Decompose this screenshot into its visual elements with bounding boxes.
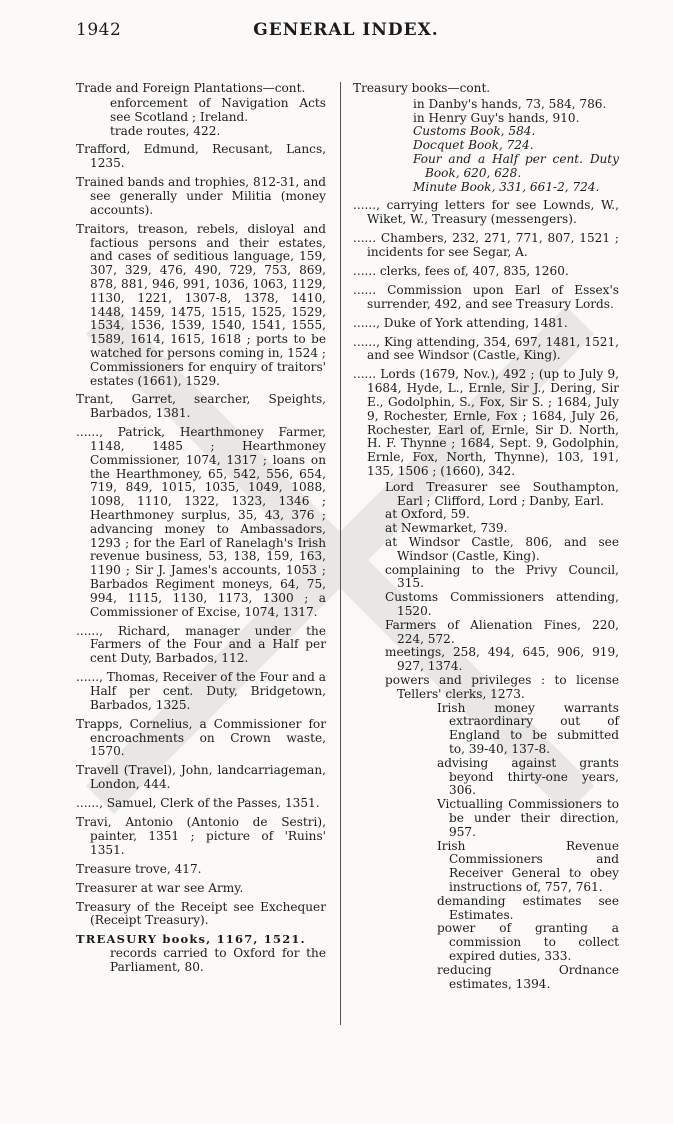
index-entry: ......, carrying letters for see Lownds, W., Wiket, W., Treasury (messengers). (353, 198, 619, 227)
index-subentry: Customs Book, 584. (413, 124, 536, 139)
index-subentry: powers and privileges : to license Tellers' clerks, 1273. (385, 673, 619, 701)
index-entry: Treasurer at war see Army. (76, 880, 244, 895)
page-title: GENERAL INDEX. (253, 20, 439, 40)
index-entry: ......, King attending, 354, 697, 1481, 1521, and see Windsor (Castle, King). (353, 334, 619, 363)
index-subentry: demanding estimates see Estimates. (437, 893, 619, 922)
index-entry-heading: TREASURY books, 1167, 1521. (76, 932, 306, 947)
index-entry: ...... clerks, fees of, 407, 835, 1260. (353, 263, 569, 278)
index-entry: ......, Duke of York attending, 1481. (353, 315, 568, 330)
index-entry: ......, Samuel, Clerk of the Passes, 1351. (76, 796, 320, 811)
index-entry: Trant, Garret, searcher, Speights, Barbados, 1381. (76, 392, 326, 421)
index-entry: Travi, Antonio (Antonio de Sestri), painter, 1351 ; picture of 'Ruins' 1351. (76, 815, 326, 857)
page-number: 1942 (76, 20, 122, 40)
index-entry: Trade and Foreign Plantations—cont. (76, 81, 306, 95)
index-entry: Trapps, Cornelius, a Commissioner for encroachments on Crown waste, 1570. (76, 716, 326, 759)
index-subentry: in Henry Guy's hands, 910. (413, 110, 580, 125)
page-header (76, 20, 616, 46)
index-subentry: reducing Ordnance estimates, 1394. (437, 962, 619, 991)
index-subentry: enforcement of Navigation Acts see Scotland ; Ireland. (110, 95, 326, 124)
index-entry: Treasure trove, 417. (76, 861, 202, 876)
index-subentry: at Windsor Castle, 806, and see Windsor (Castle, King). (385, 535, 619, 563)
index-entry: ......, Thomas, Receiver of the Four and a Half per cent. Duty, Bridgetown, Barbados, 1325. (76, 670, 326, 712)
right-column (353, 82, 619, 991)
index-entry: Treasury books—cont. (353, 81, 491, 95)
index-entry: Trafford, Edmund, Recusant, Lancs, 1235. (76, 142, 326, 171)
index-entry: ...... Lords (1679, Nov.), 492 ; (up to July 9, 1684, Hyde, L., Ernle, Sir J., Dering, Sir E., Godolphin, S., Fox, Sir S. ; 1684, July 9, Rochester, Ernle, Fox ; 1684, July 26, Rochester, Earl of, Ernle, Sir D. North, H. F. Thynne ; 1684, Sept. 9, Godolphin, Ernle, Fox, North, Thynne), 103, 191, 135, 1506 ; (1660), 342. (353, 367, 619, 479)
index-subentry: Customs Commissioners attending, 1520. (385, 590, 619, 619)
index-entry: ...... Chambers, 232, 271, 771, 807, 1521 ; incidents for see Segar, A. (353, 231, 619, 259)
index-subentry: power of granting a commission to collect expired duties, 333. (437, 921, 619, 963)
index-entry: ......, Richard, manager under the Farmers of the Four and a Half per cent Duty, Barbados, 112. (76, 623, 326, 666)
index-subentry: Irish Revenue Commissioners and Receiver General to obey instructions of, 757, 761. (437, 838, 619, 894)
index-entry: Travell (Travel), John, landcarriageman, London, 444. (76, 763, 326, 792)
left-column (76, 82, 326, 975)
index-subentry: Victualling Commissioners to be under their direction, 957. (437, 797, 619, 839)
index-subentry: complaining to the Privy Council, 315. (385, 562, 619, 591)
index-subentry: Irish money warrants extraordinary out of England to be submitted to, 39-40, 137-8. (437, 700, 619, 756)
index-entry: Trained bands and trophies, 812-31, and see generally under Militia (money accounts). (76, 175, 326, 217)
index-subentry: meetings, 258, 494, 645, 906, 919, 927, 1374. (385, 645, 619, 674)
index-subentry: at Oxford, 59. (385, 507, 470, 522)
index-entry: ......, Patrick, Hearthmoney Farmer, 1148, 1485 ; Hearthmoney Commissioner, 1074, 1317 ; loans on the Hearthmoney, 65, 542, 556, 654, 719, 849, 1015, 1035, 1049, 1088, 1098, 1110, 1322, 1323, 1346 ; Hearthmoney surplus, 35, 43, 376 ; advancing money to Ambassadors, 1293 ; for the Earl of Ranelagh's Irish revenue business, 53, 138, 159, 163, 1190 ; Sir J. James's accounts, 1053 ; Barbados Regiment moneys, 64, 75, 994, 1115, 1130, 1173, 1300 ; a Commissioner of Excise, 1074, 1317. (76, 425, 326, 619)
index-subentry: Four and a Half per cent. Duty Book, 620, 628. (413, 151, 619, 180)
index-entry: ...... Commission upon Earl of Essex's surrender, 492, and see Treasury Lords. (353, 282, 619, 311)
index-subentry: at Newmarket, 739. (385, 521, 508, 536)
index-entry: Treasury of the Receipt see Exchequer (Receipt Treasury). (76, 899, 326, 928)
index-subentry: advising against grants beyond thirty-one years, 306. (437, 755, 619, 798)
index-subentry: Lord Treasurer see Southampton, Earl ; Clifford, Lord ; Danby, Earl. (385, 479, 619, 508)
index-subentry: in Danby's hands, 73, 584, 786. (413, 96, 607, 111)
index-subentry: Docquet Book, 724. (413, 138, 534, 153)
column-divider (340, 82, 341, 1025)
index-subentry: trade routes, 422. (110, 123, 221, 138)
index-subentry: records carried to Oxford for the Parliament, 80. (110, 946, 326, 975)
index-subentry: Farmers of Alienation Fines, 220, 224, 572. (385, 617, 619, 646)
index-subentry: Minute Book, 331, 661-2, 724. (413, 179, 600, 194)
index-entry: Traitors, treason, rebels, disloyal and factious persons and their estates, and cases of seditious language, 159, 307, 329, 476, 490, 729, 753, 869, 878, 881, 946, 991, 1036, 1063, 1129, 1130, 1221, 1307-8, 1378, 1410, 1448, 1459, 1475, 1515, 1525, 1529, 1534, 1536, 1539, 1540, 1541, 1555, 1589, 1614, 1615, 1618 ; ports to be watched for persons coming in, 1524 ; Commissioners for enquiry of traitors' estates (1661), 1529. (76, 221, 326, 388)
